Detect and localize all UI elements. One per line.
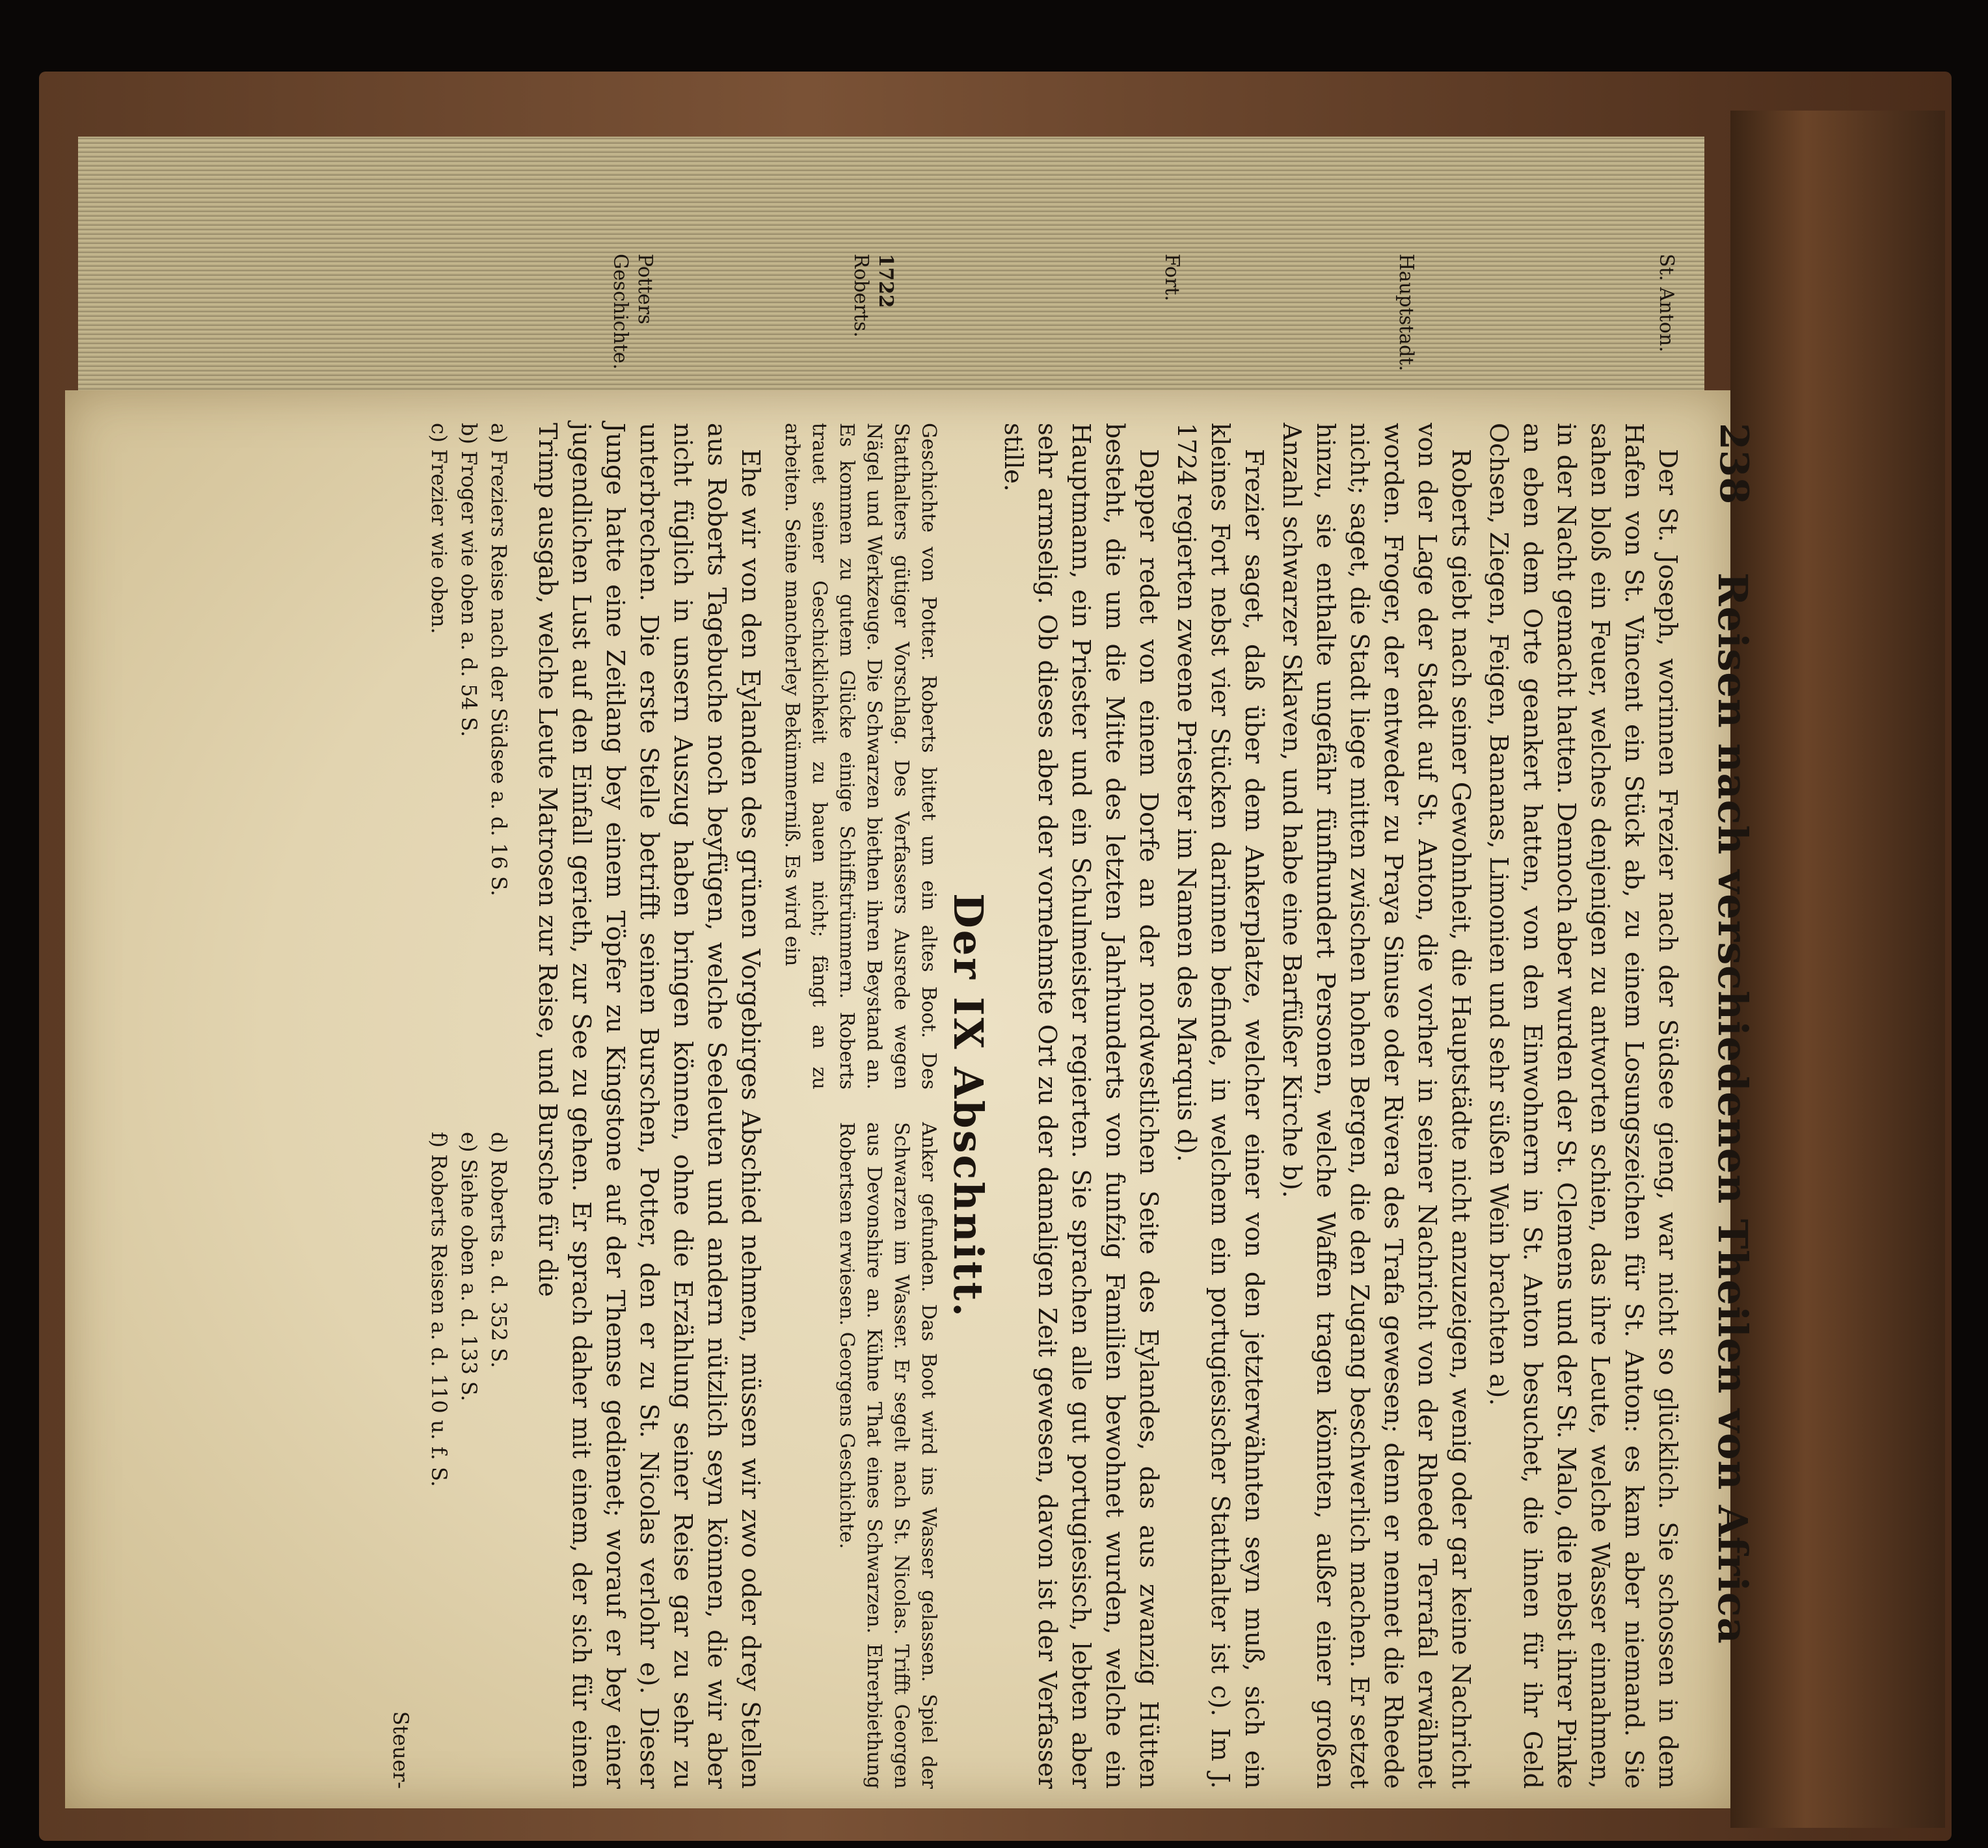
page-header bbox=[1698, 423, 1756, 1789]
summary-left: Geschichte von Potter. Roberts bittet um ein altes Boot. Des Statthalters gütiger Vorschlag. Des Verfassers Ausrede wegen Nägel und Werkzeuge. Die Schwarzen biethen ihren Beystand an. Es kommen zu gutem Glücke einige Schiffstrümmern. Roberts trauet seiner Geschicklichkeit zu bauen nicht; fängt an zu arbeiten. Seine mancherley Bekümmerniß. Es wird ein bbox=[781, 423, 940, 1090]
section-summary bbox=[778, 423, 942, 1789]
margin-year: 1722 bbox=[874, 254, 897, 308]
paragraph: Der St. Joseph, worinnen Frezier nach der Südsee gieng, war nicht so glücklich. Sie schossen in dem Hafen von St. Vincent ein Stück ab, zu einem Losungszeichen für St. Anton: es kam aber niemand. Sie sahen bloß ein Feuer, welches denjenigen zu antworten schien, das ihre Leute, welche Wasser einnahmen, in der Nacht gemacht hatten. Dennoch aber wurden der St. Clemens und der St. Malo, die nebst ihrer Pinke an eben dem Orte geankert hatten, von den Einwohnern in St. Anton besuchet, die ihnen für ihr Geld Ochsen, Ziegen, Feigen, Bananas, Limonien und sehr süßen Wein brachten a). bbox=[1484, 423, 1682, 1789]
footnotes-left bbox=[424, 423, 514, 1080]
margin-note-potter: Potters Geschichte. bbox=[609, 254, 656, 370]
paragraph: Dapper redet von einem Dorfe an der nordwestlichen Seite des Eylandes, das aus zwanzig Hütten besteht, die um die Mitte des letzten Jahrhunderts von funfzig Familien bewohnet wurden, welche ein Hauptmann, ein Priester und ein Schulmeister regierten. Sie sprachen alle gut portugiesisch, lebten aber sehr armselig. Ob dieses aber der vornehmste Ort zu der damaligen Zeit gewesen, davon ist der Verfasser stille. bbox=[999, 423, 1163, 1789]
rotated-text-block bbox=[260, 254, 1756, 1789]
footnote-b: b) Froger wie oben a. d. 54 S. bbox=[457, 423, 481, 738]
section-title: Der IX Abschnitt. bbox=[945, 893, 992, 1319]
summary-right: Anker gefunden. Das Boot wird ins Wasser gelassen. Spiel der Schwarzen im Wasser. Er segelt nach St. Nicolas. Trifft Georgen aus Devonshire an. Kühne That eines Schwarzen. Ehrerbiethung Robertsen erwiesen. Georgens Geschichte. bbox=[835, 1122, 940, 1789]
margin-note-st-anton: St. Anton. bbox=[1655, 254, 1678, 353]
footnotes bbox=[424, 423, 514, 1789]
footnote-a: a) Freziers Reise nach der Südsee a. d. 16 S. bbox=[487, 423, 511, 896]
margin-roberts: Roberts. bbox=[850, 254, 872, 338]
section-body: Ehe wir von den Eylanden des grünen Vorgebirges Abschied nehmen, müssen wir zwo oder drey Stellen aus Roberts Tagebuche noch beyfügen, welche Seeleuten und andern nützlich seyn können, die wir aber nicht füglich in unsern Auszug haben bringen können, ohne die Erzählung seiner Reise gar zu sehr zu unterbrechen. Die erste Stelle betrifft seinen Burschen, Potter, den er zu St. Nicolas verlohr e). Dieser Junge hatte eine Zeitlang bey einem Töpfer zu Kingstone auf der Themse gedienet; worauf er bey einer jugendlichen Lust auf den Einfall gerieth, zur See zu gehen. Er sprach daher mit einem, der sich für einen Trimp ausgab, welche Leute Matrosen zur Reise, und Bursche für die bbox=[533, 423, 765, 1789]
paragraph: Roberts giebt nach seiner Gewohnheit, die Hauptstädte nicht anzuzeigen, wenig oder gar keine Nachricht von der Lage der Stadt auf St. Anton, die vorher in seiner Nachricht von der Rheede Terrafal erwähnet worden. Froger, der entweder zu Praya Sinuse oder Rivera des Trafa gewesen; denn er nennet die Rheede nicht; saget, die Stadt liege mitten zwischen hohen Bergen, die den Zugang beschwerlich machen. Er setzet hinzu, sie enthalte ungefähr fünfhundert Personen, welche Waffen tragen könnten, außer einer großen Anzahl schwarzer Sklaven, und habe eine Barfüßer Kirche b). bbox=[1278, 423, 1475, 1789]
running-title: Reisen nach verschiedenen Theilen von Africa bbox=[1709, 572, 1756, 1644]
book-binding bbox=[1730, 111, 1945, 1828]
margin-note-year bbox=[848, 254, 898, 403]
paragraph: Frezier saget, daß über dem Ankerplatze, welcher einer von den jetzterwähnten seyn muß, sich ein kleines Fort nebst vier Stücken darinnen befinde, in welchem ein portugiesischer Statthalter ist c). Im J. 1724 regierten zweene Priester im Namen des Marquis d). bbox=[1172, 423, 1269, 1789]
footnotes-right bbox=[424, 1132, 514, 1789]
footnote-c: c) Frezier wie oben. bbox=[427, 423, 451, 634]
main-text bbox=[384, 423, 1685, 1789]
page-number: 238 bbox=[1711, 423, 1756, 505]
footnote-d: d) Roberts a. d. 352 S. bbox=[487, 1132, 511, 1369]
footnote-f: f) Roberts Reisen a. d. 110 u. f. S. bbox=[427, 1132, 451, 1487]
margin-note-hauptstadt: Hauptstadt. bbox=[1395, 254, 1417, 371]
catchword: Steuer- bbox=[388, 1711, 413, 1789]
margin-note-fort: Fort. bbox=[1161, 254, 1183, 302]
footnote-e: e) Siehe oben a. d. 133 S. bbox=[457, 1132, 481, 1402]
